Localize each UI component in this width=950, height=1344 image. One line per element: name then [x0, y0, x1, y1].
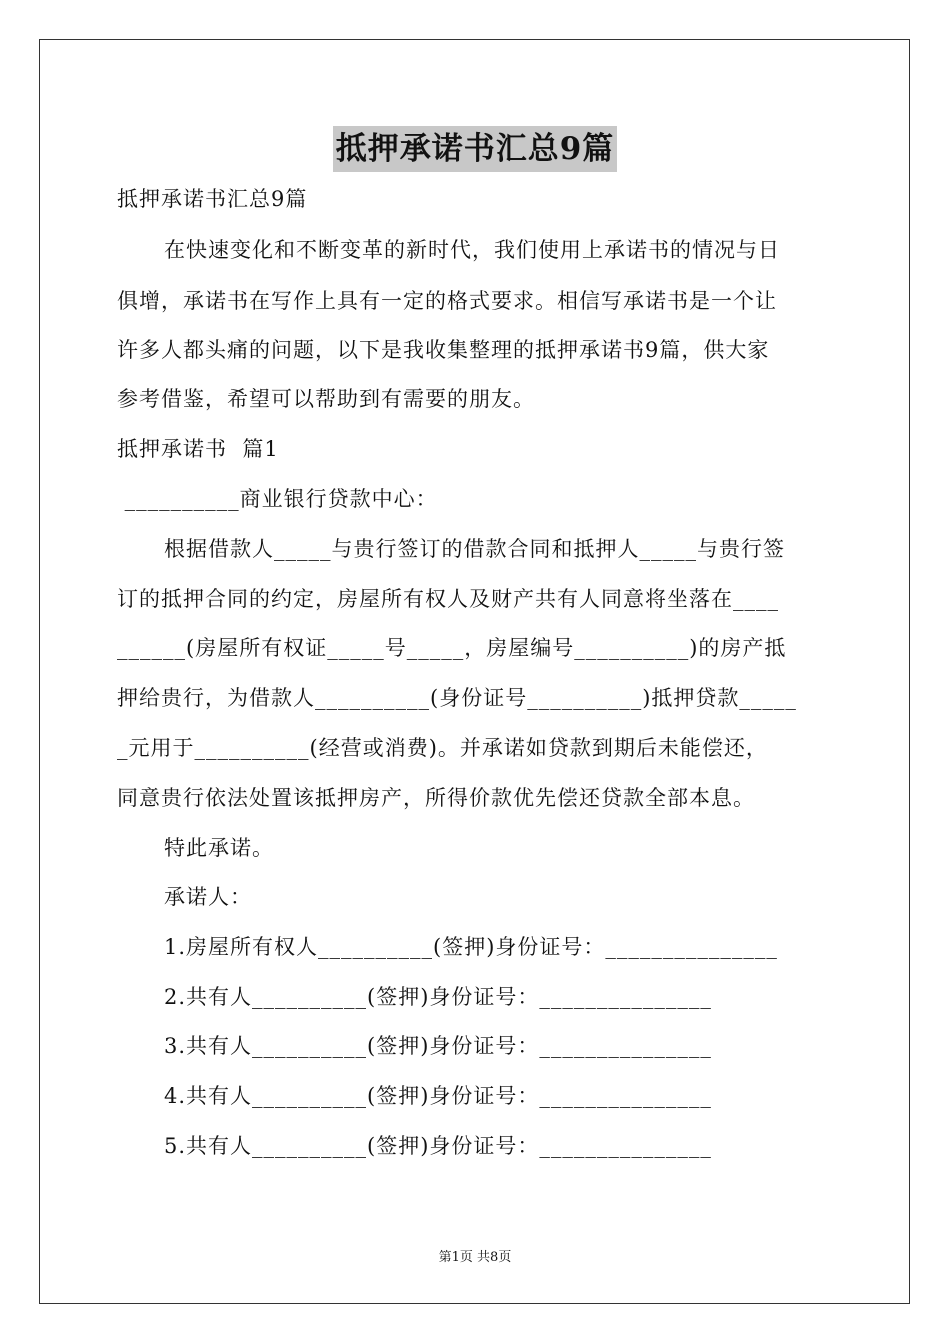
signer-line: 5.共有人__________(签押)身份证号：_______________: [164, 1134, 712, 1158]
intro-line: 俱增，承诺书在写作上具有一定的格式要求。相信写承诺书是一个让: [117, 289, 777, 313]
document-title: 抵押承诺书汇总9篇: [333, 126, 618, 172]
body-line: 根据借款人_____与贵行签订的借款合同和抵押人_____与贵行签: [164, 537, 785, 561]
signer-label: 承诺人：: [164, 885, 252, 909]
signer-line: 3.共有人__________(签押)身份证号：_______________: [164, 1034, 712, 1058]
body-line: _元用于__________(经营或消费)。并承诺如贷款到期后未能偿还，: [117, 736, 768, 760]
signer-line: 2.共有人__________(签押)身份证号：_______________: [164, 985, 712, 1009]
body-line: 订的抵押合同的约定，房屋所有权人及财产共有人同意将坐落在____: [117, 587, 779, 611]
signer-line: 1.房屋所有权人__________(签押)身份证号：_______________: [164, 935, 778, 959]
addressee-line: __________商业银行贷款中心：: [117, 487, 438, 511]
intro-line: 许多人都头痛的问题，以下是我收集整理的抵押承诺书9篇，供大家: [117, 338, 770, 362]
title-container: [0, 126, 950, 172]
page-border: [39, 39, 910, 1304]
section-heading: 抵押承诺书 篇1: [117, 437, 279, 461]
signer-line: 4.共有人__________(签押)身份证号：_______________: [164, 1084, 712, 1108]
body-line: 押给贵行，为借款人__________(身份证号__________)抵押贷款_____: [117, 686, 797, 710]
closing-line: 特此承诺。: [164, 836, 274, 860]
document-subtitle: 抵押承诺书汇总9篇: [117, 187, 308, 211]
body-line: 同意贵行依法处置该抵押房产，所得价款优先偿还贷款全部本息。: [117, 786, 755, 810]
intro-line: 参考借鉴，希望可以帮助到有需要的朋友。: [117, 387, 535, 411]
page-footer: 第1页 共8页: [438, 1250, 512, 1265]
intro-line: 在快速变化和不断变革的新时代，我们使用上承诺书的情况与日: [164, 238, 780, 262]
body-line: ______(房屋所有权证_____号_____，房屋编号__________)的房产抵: [117, 636, 787, 660]
